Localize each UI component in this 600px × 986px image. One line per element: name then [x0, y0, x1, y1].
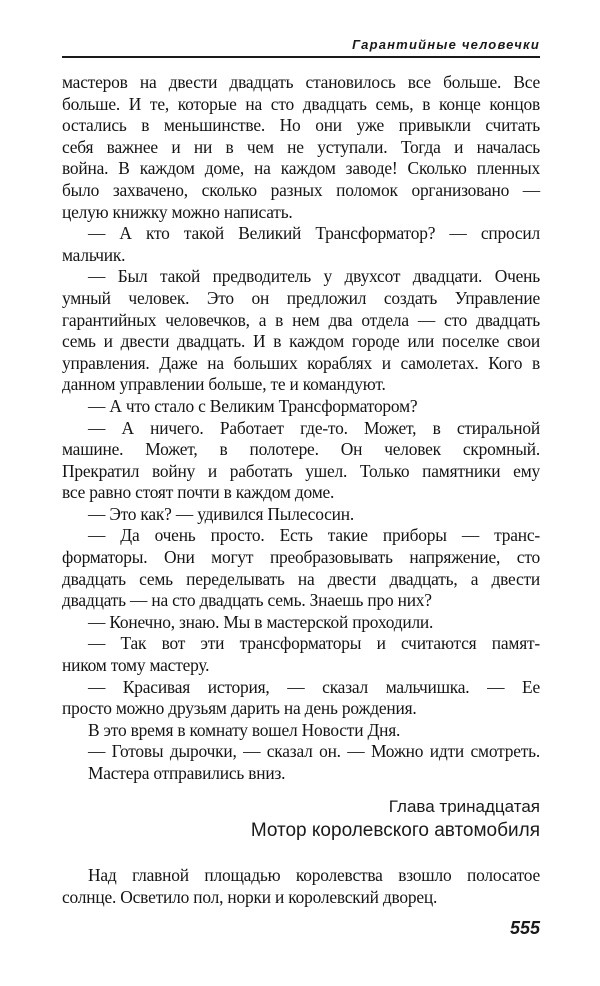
text-line: Прекратил войну и работать ушел. Только памятники ему [62, 460, 540, 481]
chapter-heading [62, 796, 540, 844]
text-line: солнце. Осветило пол, норки и королевский дворец. [62, 886, 438, 907]
text-line: целую книжку можно написать. [62, 201, 293, 222]
text-line: управления. Даже на больших кораблях и самолетах. Кого в [62, 352, 540, 373]
text-line: Над главной площадью королевства взошло полосатое [88, 865, 540, 885]
text-line: война. В каждом доме, на каждом заводе! Сколько пленных [62, 158, 540, 179]
text-line: все равно стоят почти в каждом доме. [62, 482, 335, 503]
text-line: — Конечно, знаю. Мы в мастерской проходили. [88, 611, 434, 632]
text-line: — Так вот эти трансформаторы и считаются памят- [88, 633, 540, 654]
text-line: просто можно друзьям дарить на день рождения. [62, 698, 417, 719]
text-line: себя важнее и ни в чем не уступали. Тогда и началась [62, 136, 540, 157]
running-head-title: Гарантийные человечки [352, 37, 540, 52]
text-line: — А что стало с Великим Трансформатором? [88, 395, 418, 416]
text-line: — А ничего. Работает где-то. Может, в стиральной [88, 417, 540, 438]
text-line: Мастера отправились вниз. [88, 763, 286, 783]
text-line: больше. И те, которые на сто двадцать семь, в конце концов [62, 93, 540, 114]
text-line: ником тому мастеру. [62, 655, 210, 676]
body-text [62, 72, 540, 785]
text-line: — Это как? — удивился Пылесосин. [88, 503, 355, 524]
text-line: гарантийных человечков, а в нем два отдела — сто двадцать [62, 309, 540, 330]
text-line: В это время в комнату вошел Новости Дня. [88, 719, 401, 740]
text-line: — Готовы дырочки, — сказал он. — Можно идти смотреть. [88, 741, 540, 762]
text-line: мастеров на двести двадцать становилось все больше. Все [62, 72, 540, 92]
text-line: умный человек. Это он предложил создать Управление [62, 287, 540, 308]
text-line: остались в меньшинстве. Но они уже привыкли считать [62, 115, 540, 136]
chapter-title: Мотор королевского автомобиля [250, 820, 540, 841]
text-line: — А кто такой Великий Трансформатор? — спросил [88, 223, 540, 244]
text-line: форматоры. Они могут преобразовывать напряжение, сто [62, 547, 540, 568]
chapter-number: Глава тринадцатая [388, 797, 540, 816]
chapter-body-text [62, 865, 540, 908]
text-line: — Да очень просто. Есть такие приборы — транс- [88, 525, 540, 546]
text-line: двадцать семь переделывать на двести двадцать, а двести [62, 568, 540, 589]
text-line: двадцать — на сто двадцать семь. Знаешь про них? [62, 590, 432, 611]
text-line: — Красивая история, — сказал мальчишка. — Ее [88, 676, 540, 697]
text-line: машине. Может, в полотере. Он человек скромный. [62, 439, 540, 460]
text-line: мальчик. [62, 244, 126, 265]
text-line: семь и двести двадцать. И в каждом городе или поселке свои [62, 331, 540, 352]
text-line: — Был такой предводитель у двухсот двадцати. Очень [88, 266, 540, 287]
page-number: 555 [509, 918, 540, 938]
running-head [62, 36, 540, 58]
text-line: данном управлении больше, те и командуют. [62, 374, 386, 395]
text-line: было захвачено, сколько разных поломок организовано — [62, 179, 540, 200]
